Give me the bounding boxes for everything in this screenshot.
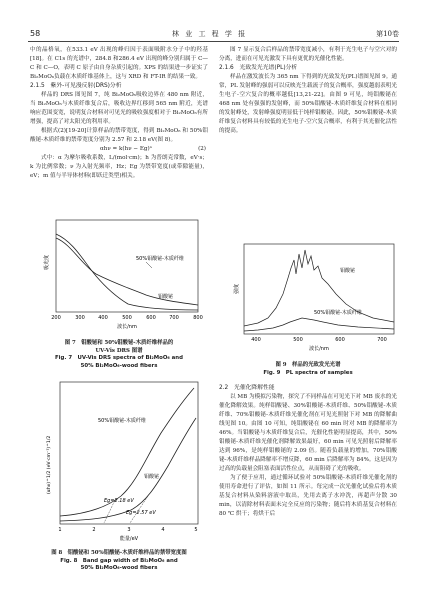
figure-8-plot: [36, 378, 208, 548]
fig7-ylabel: 吸光度: [44, 254, 50, 270]
fig9-xtick-2: 600: [335, 337, 345, 343]
fig8-xtick-2: 3: [127, 527, 131, 533]
right-column-top: [219, 46, 397, 136]
fig7-xtick-4: 600: [146, 315, 156, 321]
fig7-xticks: [51, 315, 203, 321]
fig7-xtick-1: 300: [75, 315, 85, 321]
fig8-eg-bimoo: Eg=2.57 eV: [126, 510, 156, 516]
equation-body: αhν = k(hν − Eg)ⁿ: [100, 146, 153, 152]
fig7-xlabel: 波长/nm: [117, 324, 137, 330]
equation-number: (2): [198, 146, 206, 152]
fig8-xtick-3: 4: [161, 527, 165, 533]
equation-2: [30, 145, 208, 154]
section-heading-2-1-5: 2.1.5 紫外-可见漫反射(DRS)分析: [30, 83, 122, 89]
fig7-xtick-3: 500: [122, 315, 132, 321]
fig7-caption-cn-2: UV-Vis DRS 图谱: [95, 347, 143, 354]
fig8-curve-composite: [60, 388, 194, 516]
fig8-eg-composite: Eg=2.18 eV: [104, 498, 134, 504]
fig9-xtick-1: 500: [293, 337, 303, 343]
fig7-label-composite: 50%钼酸铋-木质纤维: [136, 256, 184, 262]
fig9-caption-cn: 图 9 样品的光致发光光谱: [275, 362, 341, 368]
figure-7-plot: [36, 216, 208, 336]
fig7-curve-composite: [56, 238, 198, 305]
left-paragraph-1: 中的晶格氧，在533.1 eV 出现的峰归因于表面吸附水分子中的羟基[18]。在 C1s 的光谱中，284.8 和286.4 eV 出现的峰分别归属于 C—C 和 C—O，表明 C 原子由自身杂质引起的。XPS 的结果进一步证实了Bi₂MoO₆负载在木质纤维基体上，这与 XRD 和 FT-IR 的结果一致。: [30, 47, 208, 80]
fig7-caption-en-1: Fig. 7 UV-Vis DRS spectra of Bi₂MoO₆ and: [55, 355, 183, 361]
fig9-xtick-3: 700: [377, 337, 387, 343]
fig7-curve-bimoo: [56, 234, 198, 310]
fig9-curve-composite: [244, 318, 394, 331]
fig7-frame: [56, 220, 198, 312]
fig8-curve-bimoo: [60, 418, 196, 521]
right-paragraph-4: 为了便于应用，通过循环试验对 50%钼酸铋-木质纤维光催化剂的使用寿命进行了评估，如图 11 所示。每完成一次光催化试验后将木质基复合材料从染料溶液中取出，先用去离子水冲洗，再超声分散 30 min，以清除材料表面未完全反应的污染物；随后将木质基复合材料在 80 ℃ 烘干；将烘干后: [219, 475, 397, 517]
fig8-ylabel: (αhν)^1/2 (eV·cm⁻¹)^1/2: [47, 435, 52, 494]
fig7-leader-a: [146, 262, 152, 268]
figure-9-caption: [219, 362, 397, 377]
fig8-xlabel: 能量/eV: [119, 536, 139, 542]
fig8-caption-cn: 图 8 钼酸铋和 50%钼酸铋-木质纤维样品的禁带宽度图: [51, 550, 187, 556]
right-paragraph-2: 样品在激发波长为 365 nm 下得到的光致发光(PL)谱图见图 9。通常，PL 发射峰的强弱可以反映光生载流子的复合概率，强度越弱表明光生电子-空穴复合的概率越低[13,21-22]。由图 9 可见，纯钼酸铋在 468 nm 处有强强的发射峰，而 50%钼酸铋-木质纤维复合材料在相同的发射峰处，发射峰强度明显低于纯样钼酸铋。因此，50%钼酸铋-木质纤维复合材料具有较低的光生电子-空穴复合概率，有利于其光催化活性的提高。: [219, 74, 397, 134]
page-number: 58: [30, 29, 41, 38]
right-paragraph-3: 以 MB 为模拟污染物，探究了不同样品在可见光下对 MB 废水的光催化降解效果。纯样钼酸铋、30%钼酸铋-木质纤维、50%钼酸铋-木质纤维、70%钼酸铋-木质纤维光催化剂在可见光照射下对 MB 的降解曲线见图 10。由图 10 可知，纯钼酸铋在 60 min 时对 MB 的降解率为 46%。当钼酸铋与木质纤维复合后，光催化性能明显提高，其中，50%钼酸铋-木质纤维光催化剂降解效果最好，60 min 可见光照射后降解率达到 96%，是纯样钼酸铋的 2.09 倍。随着负载量的增加，70%钼酸铋-木质纤维样品降解率不增反降，60 min 后降解率为 84%。这是因为过高的负载量会阻塞表面活性位点，从而阻碍了光的吸收。: [219, 394, 397, 472]
fig8-caption-en-2: 50% Bi₂MoO₆-wood fibers: [80, 565, 158, 571]
right-paragraph-1: 图 7 显示复合后样品的禁带宽度减小，有利于光生电子与空穴对的分离，进而在可见光激发下具有更优的光催化性能。: [219, 47, 397, 62]
fig8-label-composite: 50%钼酸铋-木质纤维: [98, 418, 146, 424]
fig7-caption-en-2: 50% Bi₂MoO₆-wood fibers: [80, 362, 158, 369]
fig9-label-composite: 50%钼酸铋-木质纤维: [314, 310, 362, 316]
fig8-xtick-0: 1: [58, 527, 62, 533]
left-paragraph-3: 根据式(2)[19-20]计算样品的禁带宽度，得到 Bi₂MoO₆ 和 50%钼酸铋-木质纤维的禁带宽度分别为 2.57 和 2.18 eV(图 8)。: [30, 128, 208, 143]
figure-8-caption: [30, 550, 208, 573]
fig8-caption-en-1: Fig. 8 Band gap width of Bi₂MoO₆ and: [60, 557, 178, 564]
fig8-xtick-1: 2: [92, 527, 96, 533]
fig9-ylabel: 强度: [234, 283, 240, 294]
fig7-label-bimoo: 钼酸铋: [158, 294, 174, 300]
fig9-xticks: [251, 337, 387, 343]
fig8-xticks: [58, 527, 197, 533]
fig8-label-bimoo: 钼酸铋: [144, 474, 160, 480]
left-paragraph-2: 样品的 DRS 图见图 7，纯 Bi₂MoO₆吸收边界在 480 nm 附近，当 Bi₂MoO₆与木质纤维复合后，吸收边界红移到 565 nm 附近，光谱响应范围变宽，说明复合材料对可见光的吸收强度相对于 Bi₂MoO₆有所增强，提高了对太阳光的利用率。: [30, 92, 208, 125]
figure-7: [36, 216, 208, 336]
fig7-xtick-0: 200: [51, 315, 61, 321]
volume-label: 第10卷: [376, 30, 399, 38]
fig7-xtick-5: 700: [169, 315, 179, 321]
fig9-xlabel: 波长/nm: [309, 346, 329, 352]
figure-8: [36, 378, 208, 548]
header-rule: [28, 41, 399, 42]
figure-7-caption: [30, 340, 208, 370]
page-header: [0, 0, 427, 42]
fig9-label-bimoo: 钼酸铋: [340, 268, 356, 274]
right-column-bottom: [219, 384, 397, 519]
fig9-caption-en: Fig. 9 PL spectra of samples: [263, 369, 353, 376]
left-paragraph-4: 式中：α 为摩尔吸收系数，L/(mol·cm)；h 为普朗克常数，eV·s；k 为比例常数；ν 为入射光频率，Hz；Eg 为禁带宽度(或带隙能量)，eV；m 值与半导体材料(即跃迁类型)相关。: [30, 155, 208, 179]
fig9-xtick-0: 400: [251, 337, 261, 343]
fig7-caption-cn-1: 图 7 钼酸铋和 50%钼酸铋-木质纤维样品的: [64, 340, 174, 346]
journal-name: 林 业 工 程 学 报: [172, 30, 248, 38]
section-heading-2-2: 2.2 光催化降解性能: [219, 385, 275, 391]
section-heading-2-1-6: 2.1.6 光致发光光谱(PL)分析: [219, 65, 298, 71]
figure-9-plot: [228, 238, 400, 358]
fig7-xtick-2: 400: [98, 315, 108, 321]
fig9-frame: [244, 244, 394, 334]
fig7-xtick-6: 800: [193, 315, 203, 321]
fig8-xtick-4: 5: [194, 527, 198, 533]
left-column: [30, 46, 208, 181]
figure-9: [228, 238, 400, 358]
